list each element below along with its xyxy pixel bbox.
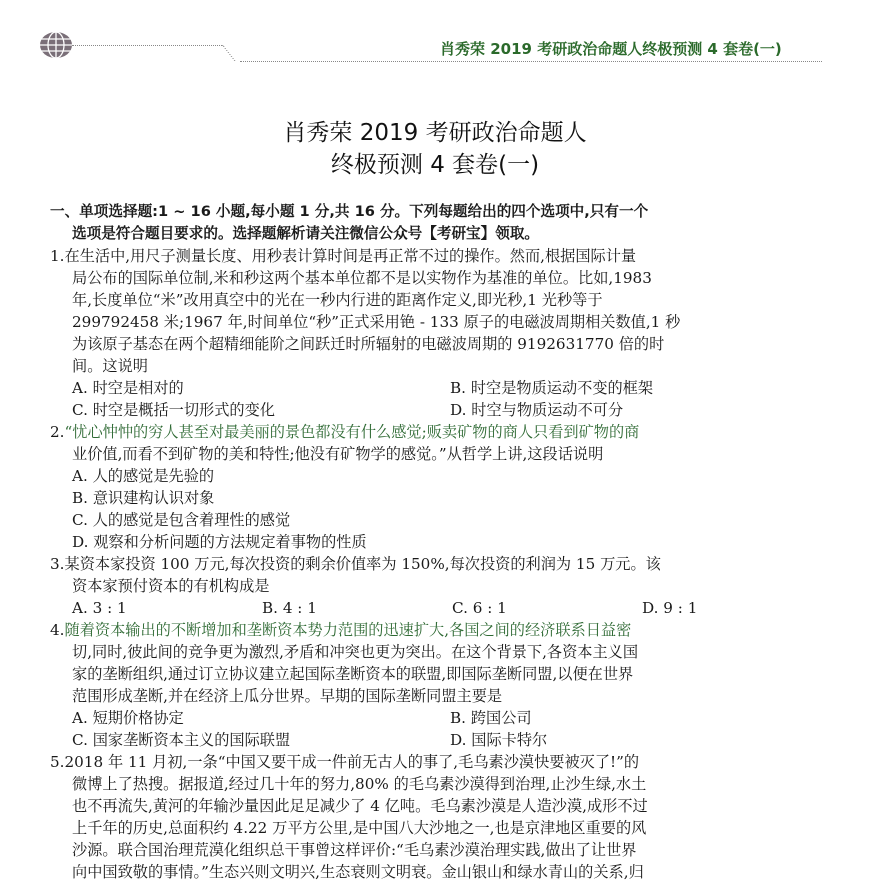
question-text: 2018 年 11 月初,一条“中国又要干成一件前无古人的事了,毛乌素沙漠快要被灭了!”的 xyxy=(64,753,640,771)
question-line xyxy=(50,751,810,773)
option-c: C. 人的感觉是包含着理性的感觉 xyxy=(72,511,291,529)
running-title: 肖秀荣 2019 考研政治命题人终极预测 4 套卷(一) xyxy=(440,40,782,58)
question-line: 向中国致敬的事情。”生态兴则文明兴,生态衰则文明衰。金山银山和绿水青山的关系,归 xyxy=(72,863,644,881)
question-5 xyxy=(50,751,810,883)
section-heading-cont xyxy=(50,223,810,245)
question-line xyxy=(50,619,810,641)
question-line: 业价值,而看不到矿物的美和特性;他没有矿物学的感觉。”从哲学上讲,这段话说明 xyxy=(72,445,604,463)
option-a: A. 短期价格协定 xyxy=(72,709,184,727)
options xyxy=(50,707,810,751)
header-divider xyxy=(72,45,222,46)
question-line: 299792458 米;1967 年,时间单位“秒”正式采用铯 - 133 原子的电磁波周期相关数值,1 秒 xyxy=(72,313,681,331)
question-line: 局公布的国际单位制,米和秒这两个基本单位都不是以实物作为基准的单位。比如,1983 xyxy=(72,269,652,287)
question-3 xyxy=(50,553,810,619)
question-2 xyxy=(50,421,810,553)
question-number: 5. xyxy=(50,753,65,771)
question-line xyxy=(50,553,810,575)
page-header xyxy=(0,0,870,80)
option-d: D. 9 : 1 xyxy=(642,599,698,617)
option-b: B. 跨国公司 xyxy=(450,709,532,727)
page-title-line2: 终极预测 4 套卷(一) xyxy=(330,152,540,178)
option-d: D. 时空与物质运动不可分 xyxy=(450,401,624,419)
header-divider-slant xyxy=(222,45,258,61)
question-line: 也不再流失,黄河的年输沙量因此足足减少了 4 亿吨。毛乌素沙漠是人造沙漠,成形不过 xyxy=(72,797,648,815)
option-b: B. 时空是物质运动不变的框架 xyxy=(450,379,654,397)
question-line: 为该原子基态在两个超精细能阶之间跃迁时所辐射的电磁波周期的 9192631770 倍的时 xyxy=(72,335,665,353)
option-c: C. 时空是概括一切形式的变化 xyxy=(72,401,275,419)
option-a: A. 3 : 1 xyxy=(72,599,127,617)
question-line: 范围形成垄断,并在经济上瓜分世界。早期的国际垄断同盟主要是 xyxy=(72,687,503,705)
section-instruction: 选项是符合题目要求的。 xyxy=(72,225,233,242)
option-a: A. 人的感觉是先验的 xyxy=(72,467,215,485)
option-c: C. 6 : 1 xyxy=(452,599,507,617)
option-c: C. 国家垄断资本主义的国际联盟 xyxy=(72,731,291,749)
question-number: 2. xyxy=(50,423,65,441)
question-line: 上千年的历史,总面积约 4.22 万平方公里,是中国八大沙地之一,也是京津地区重要的风 xyxy=(72,819,647,837)
question-line: 切,同时,彼此间的竞争更为激烈,矛盾和冲突也更为突出。在这个背景下,各资本主义国 xyxy=(72,643,639,661)
option-a: A. 时空是相对的 xyxy=(72,379,184,397)
option-b: B. 意识建构认识对象 xyxy=(72,489,215,507)
question-number: 3. xyxy=(50,555,65,573)
question-line xyxy=(50,421,810,443)
question-line xyxy=(50,245,810,267)
question-line: 微博上了热搜。据报道,经过几十年的努力,80% 的毛乌素沙漠得到治理,止沙生绿,水土 xyxy=(72,775,647,793)
question-text: 某资本家投资 100 万元,每次投资的剩余价值率为 150%,每次投资的利润为 15 万元。该 xyxy=(64,555,661,573)
exam-content xyxy=(50,201,810,883)
question-line: 资本家预付资本的有机构成是 xyxy=(72,577,270,595)
question-text: “忧心忡忡的穷人甚至对最美丽的景色都没有什么感觉;贩卖矿物的商人只看到矿物的商 xyxy=(64,423,640,441)
question-line: 年,长度单位“米”改用真空中的光在一秒内行进的距离作定义,即光秒,1 光秒等于 xyxy=(72,291,603,309)
options xyxy=(50,377,810,421)
header-divider xyxy=(240,61,822,62)
question-line: 家的垄断组织,通过订立协议建立起国际垄断资本的联盟,即国际垄断同盟,以便在世界 xyxy=(72,665,634,683)
section-heading: 一、单项选择题:1 ~ 16 小题,每小题 1 分,共 16 分。下列每题给出的四个选项中,只有一个 xyxy=(50,203,649,220)
question-4 xyxy=(50,619,810,751)
question-text: 在生活中,用尺子测量长度、用秒表计算时间是再正常不过的操作。然而,根据国际计量 xyxy=(64,247,637,265)
question-1 xyxy=(50,245,810,421)
question-text: 随着资本输出的不断增加和垄断资本势力范围的迅速扩大,各国之间的经济联系日益密 xyxy=(64,621,632,639)
page-title-line1: 肖秀荣 2019 考研政治命题人 xyxy=(283,120,587,146)
options xyxy=(50,597,810,619)
question-number: 4. xyxy=(50,621,65,639)
question-line: 间。这说明 xyxy=(72,357,148,375)
option-b: B. 4 : 1 xyxy=(262,599,317,617)
option-d: D. 国际卡特尔 xyxy=(450,731,548,749)
globe-icon xyxy=(38,30,74,60)
question-number: 1. xyxy=(50,247,65,265)
question-line: 沙源。联合国治理荒漠化组织总干事曾这样评价:“毛乌素沙漠治理实践,做出了让世界 xyxy=(72,841,637,859)
section-notice: 选择题解析请关注微信公众号【考研宝】领取。 xyxy=(232,225,540,242)
option-d: D. 观察和分析问题的方法规定着事物的性质 xyxy=(72,533,367,551)
